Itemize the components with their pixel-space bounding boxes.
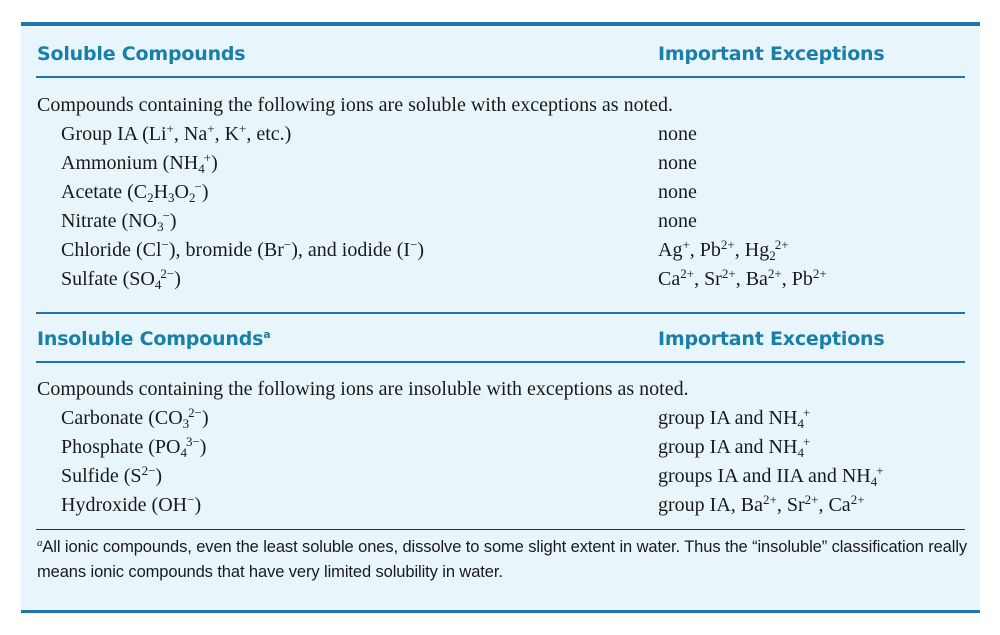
soluble-ion-cell: Nitrate $(NO_3^-)$ [61, 208, 177, 234]
insoluble-exception-cell: group IA and $NH_4^+$ [658, 434, 811, 460]
insoluble-exception-cell: groups IA and IIA and $NH_4^+$ [658, 463, 884, 489]
insoluble-ion-cell: Phosphate $(PO_4^{3-})$ [61, 434, 207, 460]
soluble-exception-cell: none [658, 152, 697, 174]
insoluble-ion-cell: Sulfide $(S^{2-})$ [61, 463, 163, 487]
insoluble-exceptions-heading: Important Exceptions [658, 328, 885, 350]
soluble-ion-cell: Acetate $(C_2H_3O_2^-)$ [61, 179, 209, 205]
soluble-ion-cell: Group IA (Li+, Na+, K+, etc.) [61, 121, 292, 145]
divider [36, 76, 965, 78]
soluble-ion-cell: Chloride (Cl−), bromide (Br−), and iodide (I−) [61, 237, 425, 261]
solubility-rules-table [21, 22, 980, 613]
divider [36, 312, 965, 314]
footnote-text: All ionic compounds, even the least soluble ones, dissolve to some slight extent in water. Thus the “insoluble” classification really means ionic compounds that have very limited solubility in water. [37, 538, 968, 581]
soluble-exception-cell: none [658, 210, 697, 232]
insoluble-heading: Insoluble Compounds$^a$ [37, 328, 271, 350]
soluble-exception-cell: $Ca^{2+}$, $Sr^{2+}$, $Ba^{2+}$, $Pb^{2+}$ [658, 266, 827, 290]
soluble-exception-cell: none [658, 181, 697, 203]
soluble-ion-cell: Ammonium $(NH_4^+)$ [61, 150, 218, 176]
soluble-heading: Soluble Compounds [37, 43, 246, 65]
insoluble-ion-cell: Hydroxide (OH−) [61, 492, 202, 516]
soluble-intro: Compounds containing the following ions are soluble with exceptions as noted. [37, 94, 674, 116]
soluble-exception-cell: none [658, 123, 697, 145]
insoluble-ion-cell: Carbonate $(CO_3^{2-})$ [61, 405, 209, 431]
soluble-exception-cell: Ag+, $Pb^{2+}$, $Hg_2^{2+}$ [658, 237, 789, 263]
insoluble-exception-cell: group IA and $NH_4^+$ [658, 405, 811, 431]
soluble-ion-cell: Sulfate $(SO_4^{2-})$ [61, 266, 181, 292]
insoluble-exception-cell: group IA, $Ba^{2+}$, $Sr^{2+}$, $Ca^{2+}$ [658, 492, 865, 516]
footnote-divider [36, 529, 965, 530]
footnote-marker: a [37, 537, 43, 549]
insoluble-intro: Compounds containing the following ions are insoluble with exceptions as noted. [37, 378, 689, 400]
divider [36, 361, 965, 363]
soluble-exceptions-heading: Important Exceptions [658, 43, 885, 65]
footnote [37, 535, 972, 585]
